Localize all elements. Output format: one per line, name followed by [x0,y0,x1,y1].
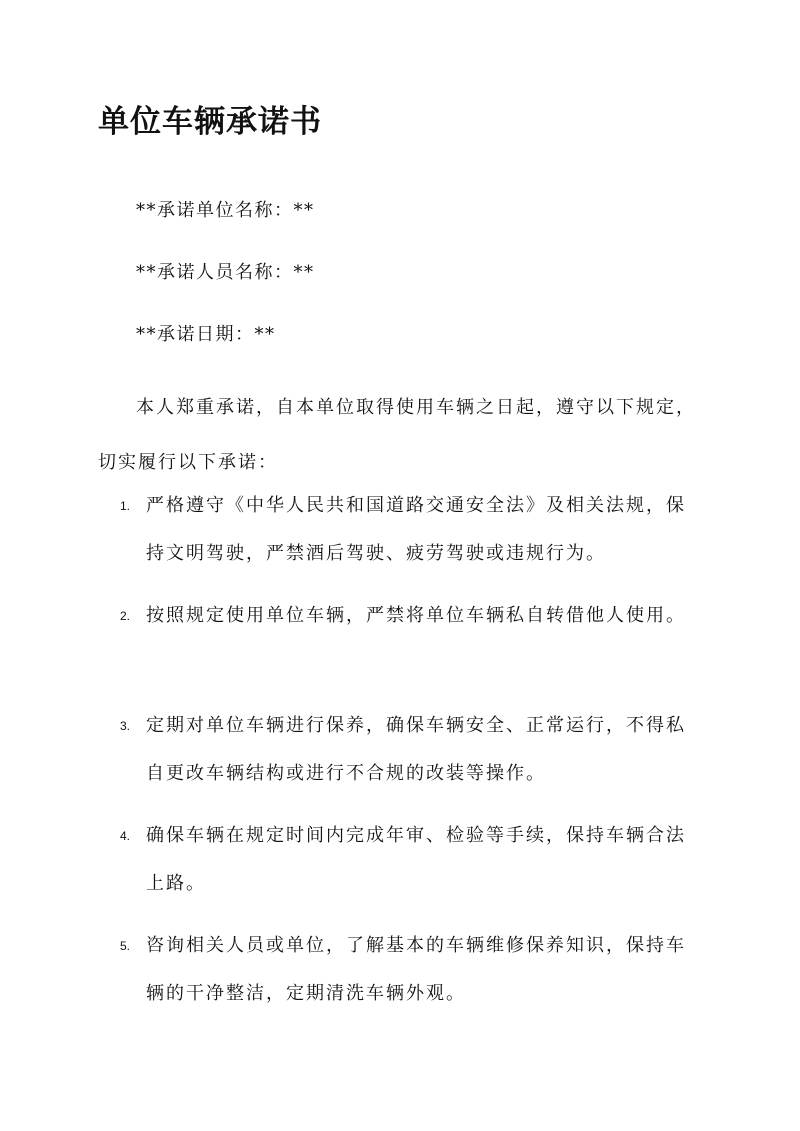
item-number: 4. [120,829,131,843]
unit-name-line: **承诺单位名称：** [136,200,315,221]
item-text: 确保车辆在规定时间内完成年审、检验等手续，保持车辆合法上路。 [146,825,686,894]
item-text: 严格遵守《中华人民共和国道路交通安全法》及相关法规，保持文明驾驶，严禁酒后驾驶、疲劳驾驶或违规行为。 [146,495,686,564]
document-title: 单位车辆承诺书 [98,104,322,140]
item-number: 5. [120,939,131,953]
item-text: 咨询相关人员或单位，了解基本的车辆维修保养知识，保持车辆的干净整洁，定期清洗车辆外观。 [146,935,686,1004]
item-text: 按照规定使用单位车辆，严禁将单位车辆私自转借他人使用。 [146,605,686,626]
person-name-line: **承诺人员名称：** [136,262,315,283]
item-number: 3. [120,719,131,733]
item-number: 1. [120,499,131,513]
item-number: 2. [120,609,131,623]
item-text: 定期对单位车辆进行保养，确保车辆安全、正常运行，不得私自更改车辆结构或进行不合规的改装等操作。 [146,715,686,784]
intro-paragraph: 本人郑重承诺，自本单位取得使用车辆之日起，遵守以下规定，切实履行以下承诺： [98,397,696,473]
date-line: **承诺日期：** [136,324,276,345]
